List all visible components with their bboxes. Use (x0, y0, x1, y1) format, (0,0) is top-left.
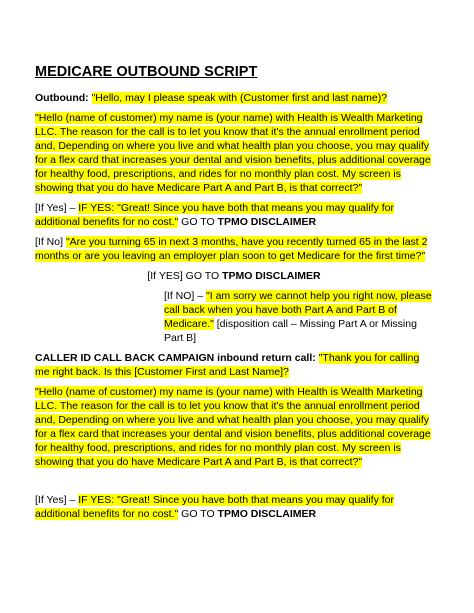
goto-text-3: GO TO (181, 508, 215, 520)
outbound-paragraph (35, 91, 433, 105)
if-no-text-2: "I am sorry we cannot help you right now, please call back when you have both Part A and Part B of Medicare." (164, 290, 432, 330)
callback-text: "Thank you for calling me right back. Is this [Customer First and Last Name]? (35, 352, 420, 378)
goto-target-1: TPMO DISCLAIMER (217, 216, 317, 228)
goto-text-1: GO TO (181, 216, 215, 228)
if-no-paragraph-1 (35, 235, 433, 263)
goto-target-2: TPMO DISCLAIMER (222, 270, 321, 282)
if-no-text-1: "Are you turning 65 in next 3 months, have you recently turned 65 in the last 2 months or are you leaving an employer plan soon to get Medicare for the first time?" (35, 236, 428, 262)
spacer (35, 475, 433, 493)
disposition-text: [disposition call – Missing Part A or Missing Part B] (164, 318, 417, 344)
if-no-label-1: [If No] (35, 236, 64, 248)
intro-text-2: "Hello (name of customer) my name is (your name) with Health is Wealth Marketing LLC. The reason for the call is to let you know that it's the annual enrollment period and, Depending on where you live and what health plan you choose, you may qualify for a flex card that increases your dental and vision benefits, plus additional coverage for healthy food, prescriptions, and rides for no monthly plan cost. My screen is showing that you do have Medicare Part A and Part B, is that correct?" (35, 386, 431, 468)
callback-label: CALLER ID CALL BACK CAMPAIGN inbound return call: (35, 352, 316, 364)
outbound-label: Outbound: (35, 92, 89, 104)
if-yes-text-1: IF YES: "Great! Since you have both that means you may qualify for additional benefits for no cost." (35, 202, 394, 228)
if-yes-text-2: [If YES] GO TO (147, 270, 220, 282)
page-title: MEDICARE OUTBOUND SCRIPT (35, 64, 258, 80)
if-yes-paragraph-3 (35, 493, 433, 521)
callback-paragraph (35, 351, 433, 379)
if-yes-paragraph-2 (35, 269, 433, 283)
intro-paragraph-2 (35, 385, 433, 469)
if-yes-label-3: [If Yes] – (35, 494, 76, 506)
intro-paragraph-1 (35, 111, 433, 195)
if-yes-text-3: IF YES: "Great! Since you have both that means you may qualify for additional benefits for no cost." (35, 494, 394, 520)
if-no-paragraph-2 (35, 289, 433, 345)
if-yes-paragraph-1 (35, 201, 433, 229)
intro-text-1: "Hello (name of customer) my name is (your name) with Health is Wealth Marketing LLC. The reason for the call is to let you know that it's the annual enrollment period and, Depending on where you live and what health plan you choose, you may qualify for a flex card that increases your dental and vision benefits, plus additional coverage for healthy food, prescriptions, and rides for no monthly plan cost. My screen is showing that you do have Medicare Part A and Part B, is that correct?" (35, 112, 431, 194)
if-yes-label-1: [If Yes] – (35, 202, 76, 214)
if-no-label-2: [If NO] – (164, 290, 204, 302)
goto-target-3: TPMO DISCLAIMER (217, 508, 317, 520)
document-body (35, 65, 433, 527)
outbound-text: "Hello, may I please speak with (Customer first and last name)? (91, 92, 388, 104)
